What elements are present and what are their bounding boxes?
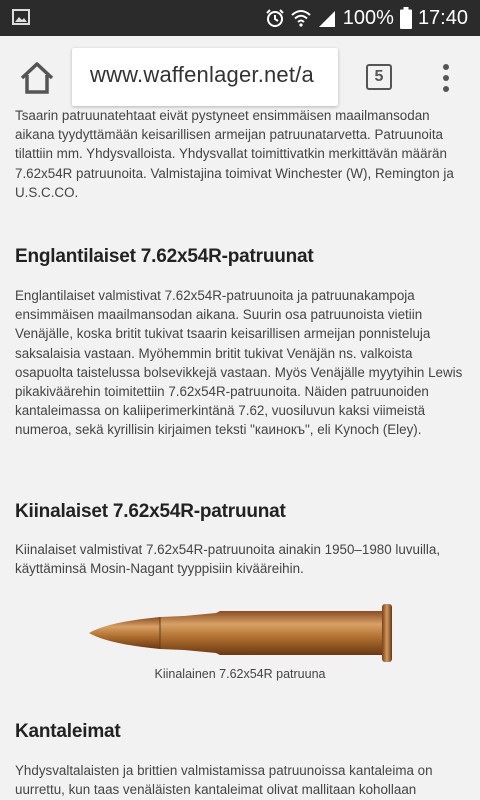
- status-bar: [0, 0, 480, 36]
- overflow-menu-icon: [440, 64, 452, 92]
- section-heading-english: Englantilaiset 7.62x54R-patruunat: [15, 246, 314, 267]
- battery-icon: [400, 7, 412, 29]
- image-icon: [12, 9, 30, 25]
- page-content[interactable]: [0, 108, 480, 800]
- status-icons: [265, 0, 468, 36]
- section-paragraph-headstamps: Yhdysvaltalaisten ja brittien valmistamissa patruunoissa kantaleima on uurrettu, kun taas venäläisten kantaleimat olivat mallitaan kohollaan: [15, 763, 433, 798]
- url-text[interactable]: www.waffenlager.net/a: [90, 62, 314, 87]
- alarm-icon: [265, 8, 285, 28]
- image-caption: Kiinalainen 7.62x54R patruuna: [154, 667, 326, 681]
- home-button[interactable]: [18, 60, 56, 96]
- home-icon: [18, 60, 56, 96]
- section-paragraph-chinese: Kiinalaiset valmistivat 7.62x54R-patruunoita ainakin 1950–1980 luvuilla, käyttäminsä Mosin-Nagant tyyppisiin kivääreihin.: [15, 542, 441, 577]
- battery-percent: 100%: [342, 6, 394, 29]
- tabs-button[interactable]: [366, 64, 396, 92]
- clock-time: 17:40: [417, 6, 468, 29]
- overflow-menu-button[interactable]: [440, 64, 452, 94]
- tabs-icon: 5: [366, 64, 392, 90]
- url-bar[interactable]: [72, 48, 338, 106]
- wifi-icon: [291, 9, 311, 27]
- cartridge-image: [88, 602, 396, 664]
- section-heading-headstamps: Kantaleimat: [15, 721, 121, 742]
- intro-paragraph: Tsaarin patruunatehtaat eivät pystyneet ensimmäisen maailmansodan aikana tyydyttämään keisarillisen armeijan patruunatarvetta. Patruunoita tilattiin mm. Yhdysvalloista. Yhdysvallat toimittivatkin merkittävän määrän 7.62x54R patruunoita. Valmistajina toimivat Winchester (W), Remington ja U.S.C.CO.: [15, 108, 454, 200]
- signal-icon: [317, 9, 337, 27]
- section-paragraph-english: Englantilaiset valmistivat 7.62x54R-patruunoita ja patruunakampoja ensimmäisen maailmansodan aikana. Suurin osa patruunoista vietiin Venäjälle, koska britit tukivat tsaarin keisarillisen armeijan ponnisteluja saksalaisia vastaan. Myöhemmin britit tukivat Venäjän ns. valkoista osapuolta taistelussa bolsevikkejä vastaan. Myös Venäjälle myytyihin Lewis pikakiväärehin toimitettiin 7.62x54R-patruunoita. Näiden patruunoiden kantaleimassa on kaliiperimerkintänä 7.62, vuosiluvun kaksi viimeistä numeroa, sekä kyrillisin kirjaimen teksti "каинокъ", eli Kynoch (Eley).: [15, 288, 463, 438]
- section-heading-chinese: Kiinalaiset 7.62x54R-patruunat: [15, 501, 286, 522]
